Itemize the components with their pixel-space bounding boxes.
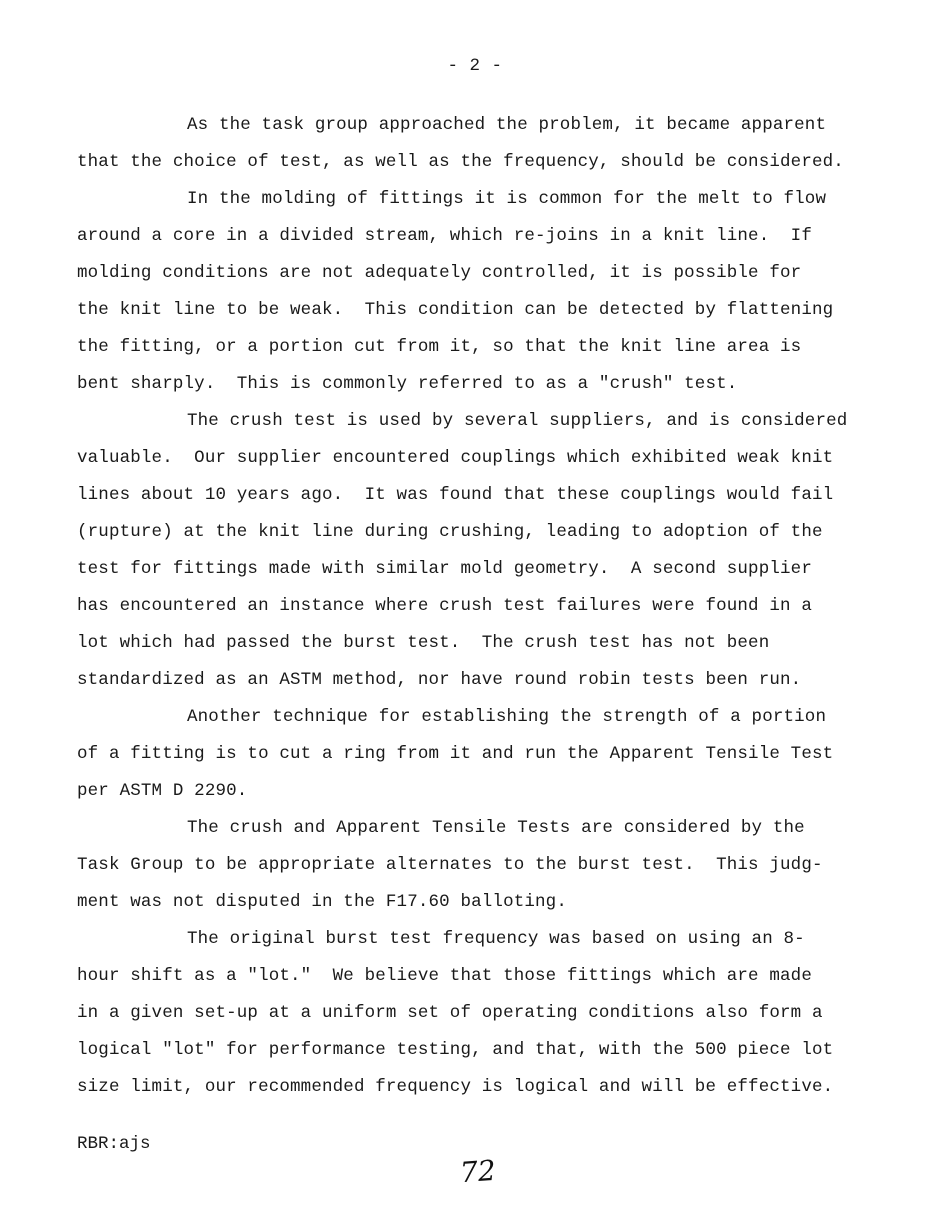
text-line: size limit, our recommended frequency is logical and will be effective. [77,1077,834,1097]
text-line: of a fitting is to cut a ring from it and run the Apparent Tensile Test [77,744,834,764]
text-line: hour shift as a "lot." We believe that those fittings which are made [77,966,812,986]
text-line: around a core in a divided stream, which re-joins in a knit line. If [77,226,812,246]
text-line: bent sharply. This is commonly referred to as a "crush" test. [77,374,738,394]
text-line: has encountered an instance where crush test failures were found in a [77,596,812,616]
text-line: lines about 10 years ago. It was found that these couplings would fail [77,485,834,505]
text-line: that the choice of test, as well as the frequency, should be considered. [77,152,844,172]
text-line: per ASTM D 2290. [77,781,248,801]
text-line: The original burst test frequency was based on using an 8- [187,929,805,949]
text-line: lot which had passed the burst test. The crush test has not been [77,633,770,653]
page-number: - 2 - [447,56,503,76]
typist-initials: RBR:ajs [77,1134,151,1154]
text-line: standardized as an ASTM method, nor have round robin tests been run. [77,670,802,690]
text-line: the knit line to be weak. This condition can be detected by flattening [77,300,834,320]
text-line: In the molding of fittings it is common for the melt to flow [187,189,827,209]
text-line: ment was not disputed in the F17.60 balloting. [77,892,567,912]
text-line: Task Group to be appropriate alternates to the burst test. This judg- [77,855,823,875]
text-line: The crush and Apparent Tensile Tests are considered by the [187,818,805,838]
text-line: valuable. Our supplier encountered couplings which exhibited weak knit [77,448,834,468]
text-line: As the task group approached the problem, it became apparent [187,115,827,135]
handwritten-page-number: 72 [458,1153,497,1190]
text-line: logical "lot" for performance testing, and that, with the 500 piece lot [77,1040,834,1060]
text-line: test for fittings made with similar mold geometry. A second supplier [77,559,812,579]
text-line: (rupture) at the knit line during crushing, leading to adoption of the [77,522,823,542]
text-line: Another technique for establishing the strength of a portion [187,707,827,727]
text-line: the fitting, or a portion cut from it, so that the knit line area is [77,337,802,357]
text-line: in a given set-up at a uniform set of operating conditions also form a [77,1003,823,1023]
text-line: molding conditions are not adequately controlled, it is possible for [77,263,802,283]
text-line: The crush test is used by several suppliers, and is considered [187,411,848,431]
